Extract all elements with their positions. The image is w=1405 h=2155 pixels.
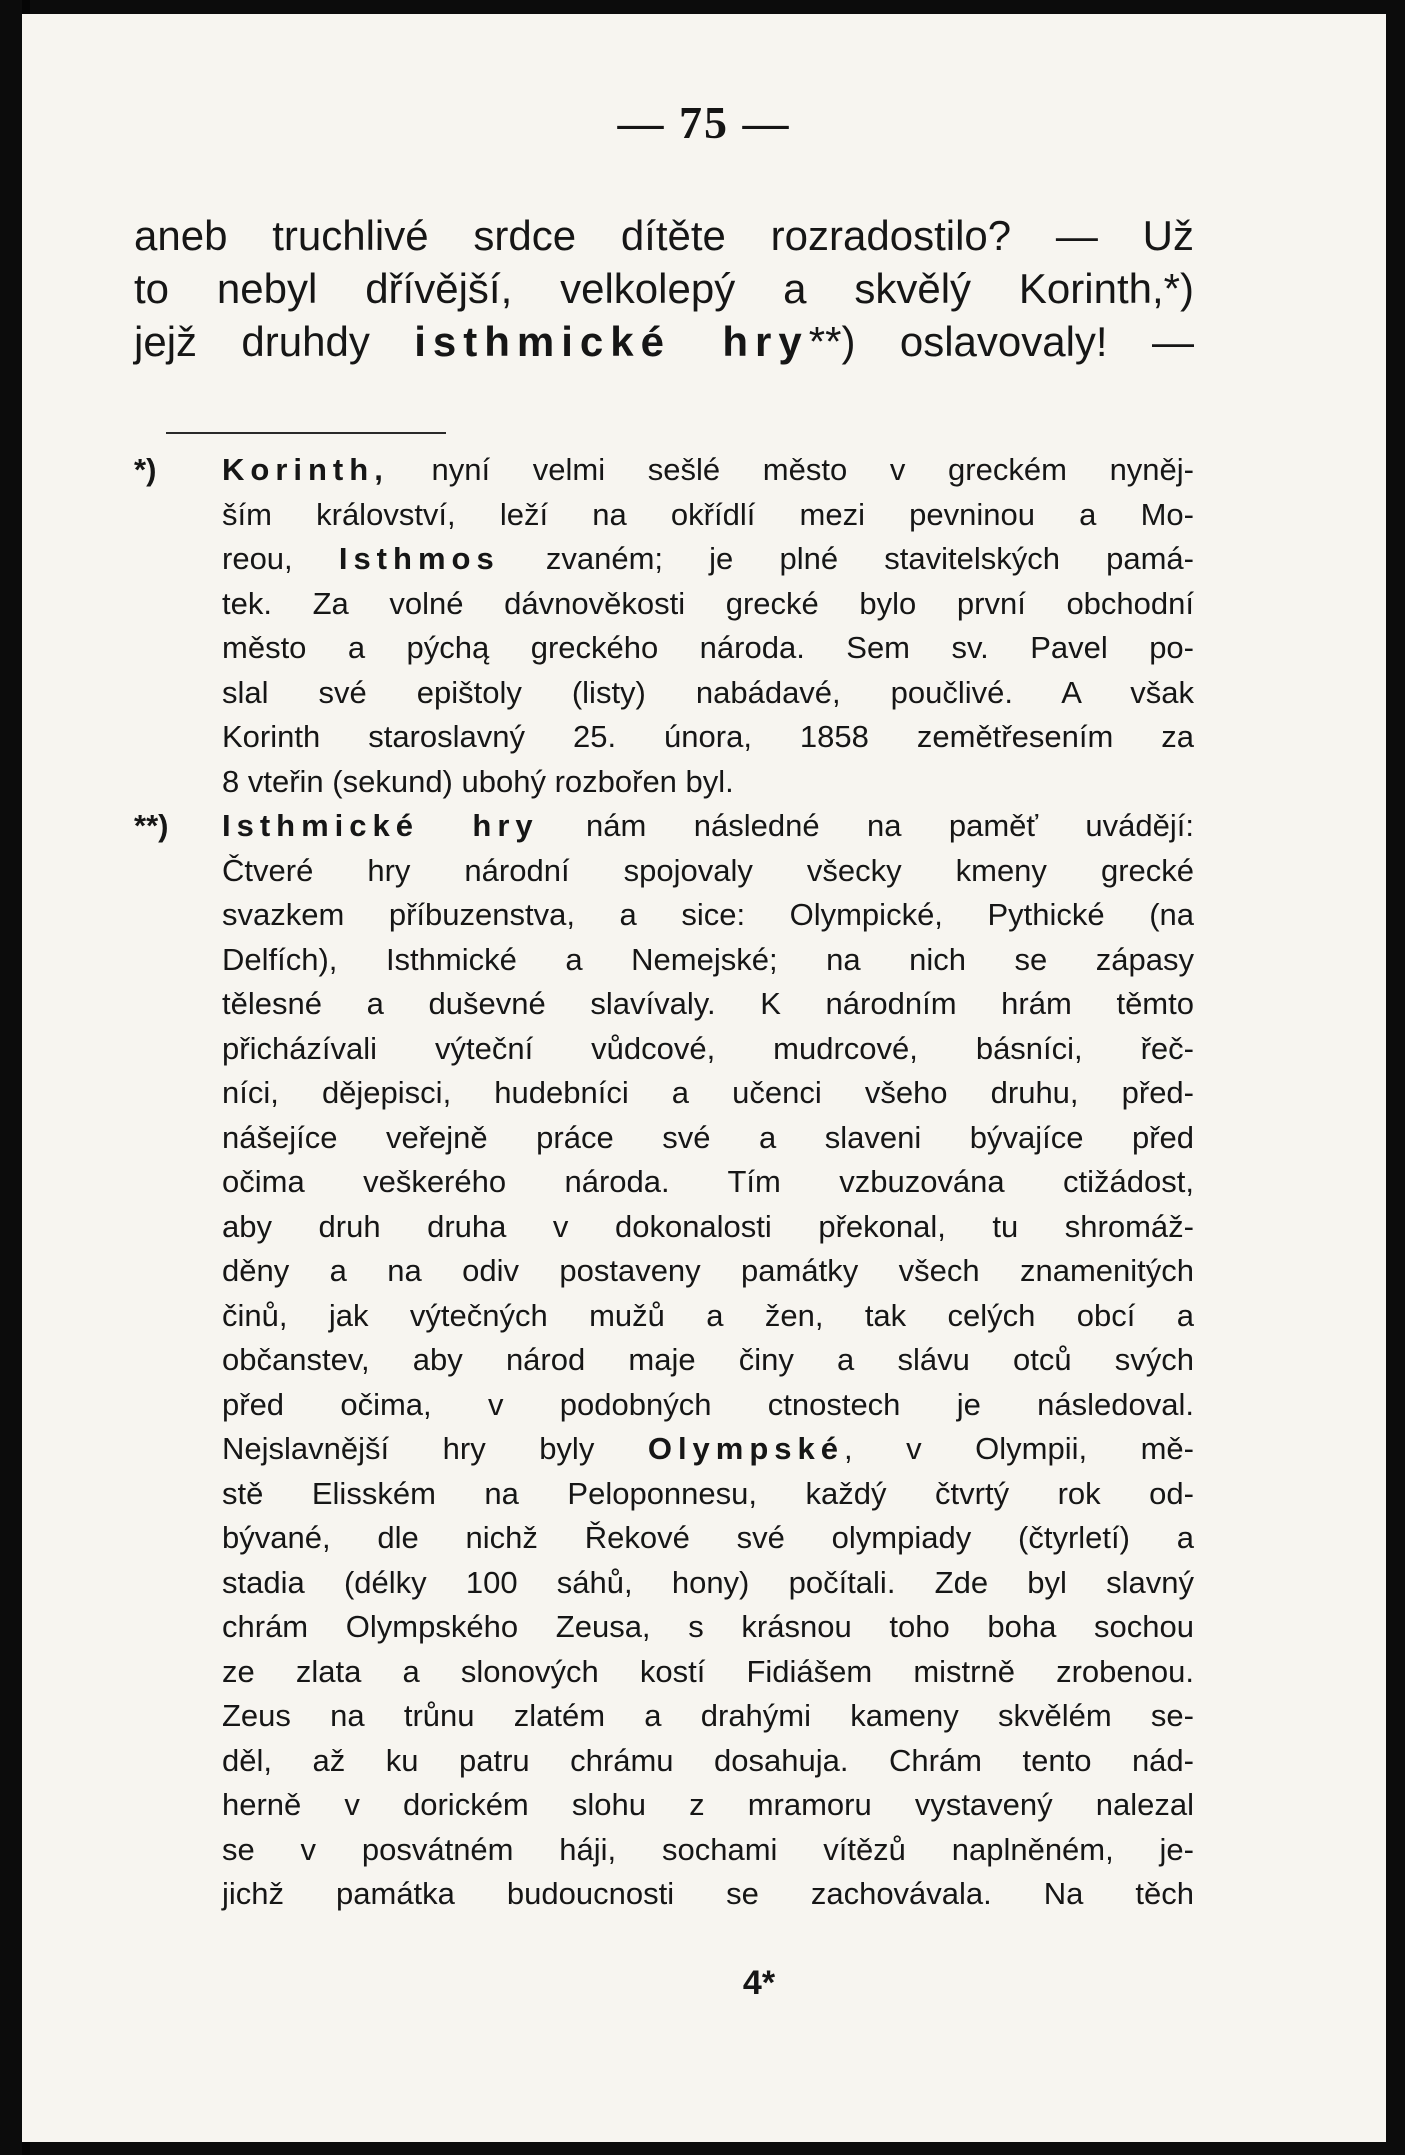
footnote-line: před očima, v podobných ctnostech je následoval.	[222, 1386, 1194, 1422]
footnote-line: občanstev, aby národ maje činy a slávu otců svých	[222, 1342, 1194, 1377]
footnote-2	[134, 804, 1194, 1917]
footnote-line: aby druh druha v dokonalosti překonal, tu shromáž-	[222, 1208, 1194, 1244]
footnote-text: , v Olympii, mě-	[844, 1431, 1194, 1466]
emphasized-term: isthmické hry	[414, 318, 809, 365]
footnote-line: jichž památka budoucnosti se zachovávala. Na těch	[222, 1876, 1194, 1911]
footnote-body	[222, 448, 1194, 804]
footnote-line: děny a na odiv postaveny památky všech znamenitých	[222, 1253, 1194, 1288]
footnote-line	[222, 1427, 1194, 1472]
page-number: — 75 —	[617, 97, 791, 148]
footnote-line: přicházívali výteční vůdcové, mudrcové, básníci, řeč-	[222, 1030, 1194, 1066]
footnote-line: svazkem příbuzenstva, a sice: Olympické, Pythické (na	[222, 897, 1194, 932]
footnote-line: tek. Za volné dávnověkosti grecké bylo první obchodní	[222, 585, 1194, 621]
footnote-line: Delfích), Isthmické a Nemejské; na nich se zápasy	[222, 941, 1194, 977]
main-line-3-start: jejž druhdy	[134, 318, 415, 365]
footnote-line	[222, 804, 1194, 849]
footnote-line: níci, dějepisci, hudebníci a učenci všeho druhu, před-	[222, 1075, 1194, 1110]
footnote-line: bývané, dle nichž Řekové své olympiady (čtyrletí) a	[222, 1520, 1194, 1555]
footnote-line: činů, jak výtečných mužů a žen, tak celých obcí a	[222, 1297, 1194, 1333]
footnote-line: stě Elisském na Peloponnesu, každý čtvrtý rok od-	[222, 1475, 1194, 1511]
emphasized-term: Korinth,	[222, 452, 389, 487]
footnote-line: děl, až ku patru chrámu dosahuja. Chrám tento nád-	[222, 1742, 1194, 1778]
footnote-text: nyní velmi sešlé město v greckém nyněj-	[388, 452, 1194, 487]
footnote-line: Korinth staroslavný 25. února, 1858 zemětřesením za	[222, 719, 1194, 754]
main-line-1: aneb truchlivé srdce dítěte rozradostilo? — Už	[134, 212, 1194, 259]
footnote-line	[222, 537, 1194, 582]
footnote-line: ze zlata a slonových kostí Fidiášem mistrně zrobenou.	[222, 1653, 1194, 1689]
emphasized-term: Isthmos	[338, 541, 500, 576]
footnote-text: reou,	[222, 541, 339, 576]
main-line-3-end: **) oslavovaly! —	[808, 318, 1195, 365]
emphasized-term: Isthmické hry	[222, 808, 539, 843]
footnote-divider	[166, 432, 446, 434]
main-line-3	[134, 315, 1194, 368]
footnote-body	[222, 804, 1194, 1917]
footnote-line: očima veškerého národa. Tím vzbuzována ctižádost,	[222, 1164, 1194, 1199]
book-page	[22, 14, 1386, 2142]
footnote-text: zvaném; je plné stavitelských pamá-	[499, 541, 1194, 576]
footnote-line: Zeus na trůnu zlatém a drahými kameny skvělém se-	[222, 1698, 1194, 1733]
footnote-text: nám následné na paměť uvádějí:	[538, 808, 1194, 843]
footnote-1	[134, 448, 1194, 804]
footnote-line	[222, 448, 1194, 493]
footnote-line: slal své epištoly (listy) nabádavé, poučlivé. A však	[222, 674, 1194, 710]
footnote-line: stadia (délky 100 sáhů, hony) počítali. Zde byl slavný	[222, 1564, 1194, 1600]
footnote-line: herně v dorickém slohu z mramoru vystavený nalezal	[222, 1787, 1194, 1822]
footnote-line: město a pýchą greckého národa. Sem sv. Pavel po-	[222, 630, 1194, 665]
signature-mark: 4*	[742, 1964, 776, 2002]
footnotes	[134, 448, 1194, 1917]
footnote-line: ším království, leží na okřídlí mezi pevninou a Mo-	[222, 496, 1194, 532]
footnote-marker: **)	[134, 808, 169, 843]
emphasized-term: Olympské	[647, 1431, 845, 1466]
footnote-marker: *)	[134, 452, 157, 487]
footnote-line: Čtveré hry národní spojovaly všecky kmeny grecké	[222, 852, 1194, 888]
footnote-line: se v posvátném háji, sochami vítězů naplněném, je-	[222, 1831, 1194, 1867]
footnote-text: Nejslavnější hry byly	[222, 1431, 648, 1466]
footnote-line: nášejíce veřejně práce své a slaveni bývajíce před	[222, 1119, 1194, 1155]
footnote-line: tělesné a duševné slavívaly. K národním hrám těmto	[222, 986, 1194, 1021]
footnote-line: chrám Olympského Zeusa, s krásnou toho boha sochou	[222, 1609, 1194, 1644]
footnote-line: 8 vteřin (sekund) ubohý rozbořen byl.	[222, 763, 734, 799]
main-line-2: to nebyl dřívější, velkolepý a skvělý Korinth,*)	[134, 265, 1194, 312]
main-paragraph	[134, 209, 1194, 368]
